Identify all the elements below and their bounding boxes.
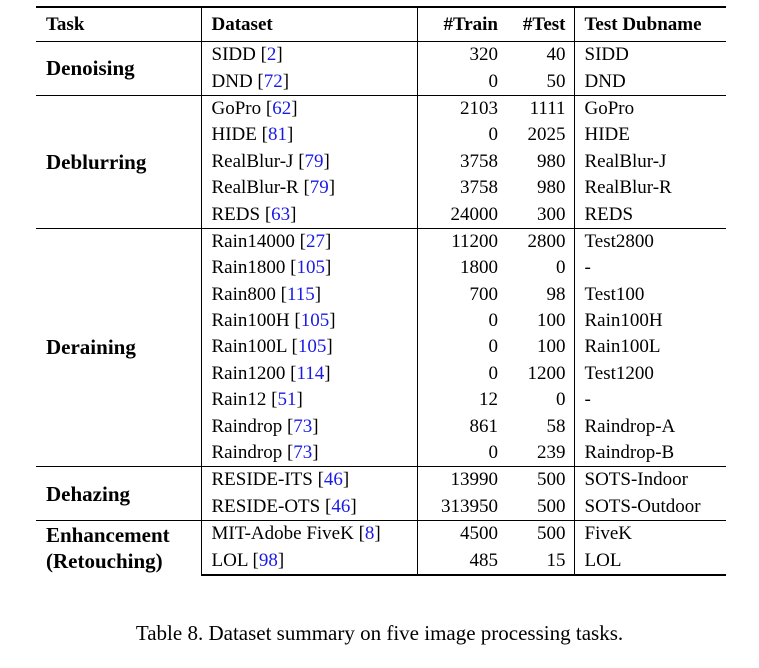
citation-link[interactable]: 63 <box>271 203 291 225</box>
citation-bracket-close: ] <box>296 389 303 411</box>
citation-bracket-open: [ <box>303 177 310 199</box>
citation-bracket-close: ] <box>312 415 319 437</box>
dataset-cell <box>201 547 417 574</box>
citation-link[interactable]: 81 <box>267 124 287 146</box>
table-row <box>36 95 726 122</box>
dataset-cell <box>201 440 417 467</box>
dataset-cell <box>201 228 417 255</box>
citation-bracket-close: ] <box>326 336 333 358</box>
train-count: 485 <box>417 547 506 574</box>
citation-bracket-open: [ <box>299 230 306 252</box>
test-count: 100 <box>537 336 566 358</box>
citation-link[interactable]: 73 <box>293 415 313 437</box>
citation-link[interactable]: 73 <box>293 442 313 464</box>
test-dubname: DND <box>574 68 726 95</box>
test-dubname: Raindrop-B <box>574 440 726 467</box>
citation-link[interactable]: 46 <box>331 495 351 517</box>
header-row <box>36 7 726 42</box>
dataset-cell <box>201 149 417 175</box>
citation-link[interactable]: 8 <box>364 523 375 545</box>
test-count: 980 <box>537 177 566 199</box>
citation-bracket-close: ] <box>324 230 332 252</box>
test-dubname: - <box>574 387 726 413</box>
dataset-cell <box>201 255 417 281</box>
header-test: #Test <box>506 7 574 42</box>
citation-link[interactable]: 27 <box>305 230 325 252</box>
dataset-name: Rain100L <box>211 336 287 358</box>
test-count: 980 <box>537 150 566 172</box>
citation-link[interactable]: 72 <box>263 70 283 92</box>
dataset-cell <box>201 521 417 548</box>
citation-link[interactable]: 105 <box>297 336 327 358</box>
dataset-cell <box>201 122 417 148</box>
citation-link[interactable]: 105 <box>296 257 325 279</box>
dataset-name: RESIDE-OTS <box>211 495 321 517</box>
citation-bracket-close: ] <box>374 523 381 545</box>
citation-bracket-close: ] <box>286 124 294 146</box>
test-dubname: Test100 <box>574 282 726 308</box>
dataset-cell <box>201 282 417 308</box>
test-dubname: Rain100H <box>574 308 726 334</box>
dataset-name: Raindrop <box>211 442 283 464</box>
test-count: 500 <box>506 467 574 494</box>
test-dubname: RealBlur-J <box>574 149 726 175</box>
test-dubname: - <box>574 255 726 281</box>
train-count: 2103 <box>417 95 506 122</box>
citation-link[interactable]: 2 <box>266 44 277 66</box>
test-dubname: REDS <box>574 201 726 228</box>
citation-link[interactable]: 62 <box>272 97 292 119</box>
header-train: #Train <box>417 7 506 42</box>
train-count: 0 <box>417 122 506 148</box>
citation-bracket-close: ] <box>350 495 357 517</box>
dataset-cell <box>201 334 417 360</box>
train-count: 3758 <box>417 175 506 201</box>
test-count: 15 <box>506 547 574 574</box>
citation-bracket-open: [ <box>298 150 305 172</box>
header-dataset: Dataset <box>201 7 417 42</box>
test-count: 100 <box>537 310 566 332</box>
citation-bracket-close: ] <box>323 150 330 172</box>
train-count: 700 <box>417 282 506 308</box>
dataset-name: SIDD <box>211 44 256 66</box>
train-count: 4500 <box>417 521 506 548</box>
citation-bracket-close: ] <box>324 362 331 384</box>
citation-bracket-open: [ <box>261 124 268 146</box>
citation-bracket-close: ] <box>324 257 332 279</box>
train-count: 320 <box>417 42 506 69</box>
citation-bracket-open: [ <box>252 549 259 571</box>
dataset-name: Rain100H <box>211 310 290 332</box>
citation-bracket-open: [ <box>257 70 264 92</box>
task-cell <box>36 42 201 96</box>
test-count: 98 <box>546 283 566 305</box>
train-count: 3758 <box>417 149 506 175</box>
citation-link[interactable]: 105 <box>300 310 330 332</box>
dataset-cell <box>201 308 417 334</box>
citation-bracket-close: ] <box>312 442 319 464</box>
citation-bracket-open: [ <box>290 257 297 279</box>
citation-link[interactable]: 114 <box>296 362 325 384</box>
citation-bracket-open: [ <box>280 283 287 305</box>
task-label: Denoising <box>46 56 135 81</box>
train-count: 11200 <box>417 228 506 255</box>
test-dubname: SIDD <box>574 42 726 69</box>
test-count: 1200 <box>527 362 566 384</box>
dataset-summary-table <box>36 6 726 576</box>
test-dubname: HIDE <box>574 122 726 148</box>
test-dubname: SOTS-Outdoor <box>574 494 726 521</box>
dataset-name: Rain1800 <box>211 257 286 279</box>
citation-bracket-close: ] <box>314 283 322 305</box>
test-count: 2800 <box>506 228 574 255</box>
citation-bracket-open: [ <box>358 523 365 545</box>
task-label: (Retouching) <box>46 548 163 573</box>
test-dubname: RealBlur-R <box>574 175 726 201</box>
dataset-name: Raindrop <box>211 415 283 437</box>
dataset-cell <box>201 467 417 494</box>
citation-bracket-open: [ <box>271 389 278 411</box>
table-caption: Table 8. Dataset summary on five image processing tasks. <box>135 621 624 645</box>
train-count: 0 <box>417 361 506 387</box>
task-label: Deraining <box>46 335 136 360</box>
test-count: 300 <box>537 203 566 225</box>
citation-bracket-open: [ <box>264 203 272 225</box>
test-count: 1111 <box>506 95 574 122</box>
dataset-name: MIT-Adobe FiveK <box>211 523 354 545</box>
table-row <box>36 228 726 255</box>
test-count: 0 <box>556 257 566 279</box>
dataset-cell <box>201 95 417 122</box>
task-cell <box>36 467 201 521</box>
train-count: 313950 <box>417 494 506 521</box>
dataset-name: RealBlur-R <box>211 177 299 199</box>
train-count: 861 <box>417 413 506 439</box>
citation-bracket-close: ] <box>342 469 350 491</box>
test-count: 2025 <box>527 124 566 146</box>
test-count: 0 <box>556 389 566 411</box>
test-dubname: Rain100L <box>574 334 726 360</box>
test-dubname: LOL <box>574 547 726 574</box>
test-count: 239 <box>537 442 566 464</box>
test-count: 500 <box>506 521 574 548</box>
citation-link[interactable]: 46 <box>323 469 343 491</box>
table-body <box>36 42 726 575</box>
train-count: 13990 <box>417 467 506 494</box>
citation-bracket-close: ] <box>291 97 298 119</box>
dataset-cell <box>201 42 417 69</box>
task-label: Dehazing <box>46 481 130 506</box>
dataset-cell <box>201 413 417 439</box>
test-count: 500 <box>537 495 566 517</box>
test-dubname: SOTS-Indoor <box>574 467 726 494</box>
citation-bracket-open: [ <box>294 310 301 332</box>
citation-bracket-close: ] <box>328 177 336 199</box>
table-row <box>36 42 726 69</box>
test-dubname: Raindrop-A <box>574 413 726 439</box>
citation-bracket-close: ] <box>276 44 283 66</box>
citation-bracket-close: ] <box>290 203 297 225</box>
dataset-name: LOL <box>211 549 248 571</box>
test-dubname: GoPro <box>574 95 726 122</box>
task-cell <box>36 521 201 575</box>
test-count: 50 <box>546 70 566 92</box>
citation-bracket-close: ] <box>277 549 285 571</box>
dataset-cell <box>201 201 417 228</box>
header-task: Task <box>36 7 201 42</box>
train-count: 0 <box>417 68 506 95</box>
citation-bracket-open: [ <box>265 97 273 119</box>
test-count: 40 <box>506 42 574 69</box>
dataset-name: Rain1200 <box>211 362 286 384</box>
dataset-name: GoPro <box>211 97 262 119</box>
dataset-name: Rain14000 <box>211 230 295 252</box>
test-dubname: Test1200 <box>574 361 726 387</box>
header-dubname: Test Dubname <box>574 7 726 42</box>
citation-bracket-open: [ <box>260 44 267 66</box>
citation-link[interactable]: 51 <box>277 389 297 411</box>
dataset-name: HIDE <box>211 124 257 146</box>
table-row <box>36 467 726 494</box>
table-row <box>36 521 726 548</box>
dataset-cell <box>201 361 417 387</box>
dataset-name: Rain12 <box>211 389 267 411</box>
dataset-cell <box>201 175 417 201</box>
citation-bracket-close: ] <box>282 70 290 92</box>
citation-bracket-open: [ <box>324 495 332 517</box>
train-count: 0 <box>417 334 506 360</box>
dataset-name: RealBlur-J <box>211 150 294 172</box>
dataset-name: REDS <box>211 203 261 225</box>
citation-bracket-open: [ <box>286 415 294 437</box>
citation-link[interactable]: 98 <box>258 549 278 571</box>
dataset-cell <box>201 68 417 95</box>
dataset-cell <box>201 387 417 413</box>
citation-link[interactable]: 79 <box>309 177 329 199</box>
train-count: 0 <box>417 308 506 334</box>
test-dubname: FiveK <box>574 521 726 548</box>
test-dubname: Test2800 <box>574 228 726 255</box>
task-cell <box>36 228 201 467</box>
dataset-name: DND <box>211 70 253 92</box>
dataset-name: RESIDE-ITS <box>211 469 313 491</box>
task-cell <box>36 95 201 228</box>
test-count: 58 <box>546 415 566 437</box>
citation-bracket-close: ] <box>329 310 336 332</box>
train-count: 0 <box>417 440 506 467</box>
dataset-cell <box>201 494 417 521</box>
citation-bracket-open: [ <box>317 469 324 491</box>
train-count: 24000 <box>417 201 506 228</box>
citation-bracket-open: [ <box>290 362 297 384</box>
citation-link[interactable]: 79 <box>304 150 324 172</box>
task-label: Deblurring <box>46 149 147 174</box>
citation-bracket-open: [ <box>286 442 294 464</box>
citation-link[interactable]: 115 <box>286 283 315 305</box>
dataset-name: Rain800 <box>211 283 276 305</box>
task-label: Enhancement <box>46 522 170 547</box>
citation-bracket-open: [ <box>291 336 298 358</box>
train-count: 12 <box>417 387 506 413</box>
train-count: 1800 <box>417 255 506 281</box>
